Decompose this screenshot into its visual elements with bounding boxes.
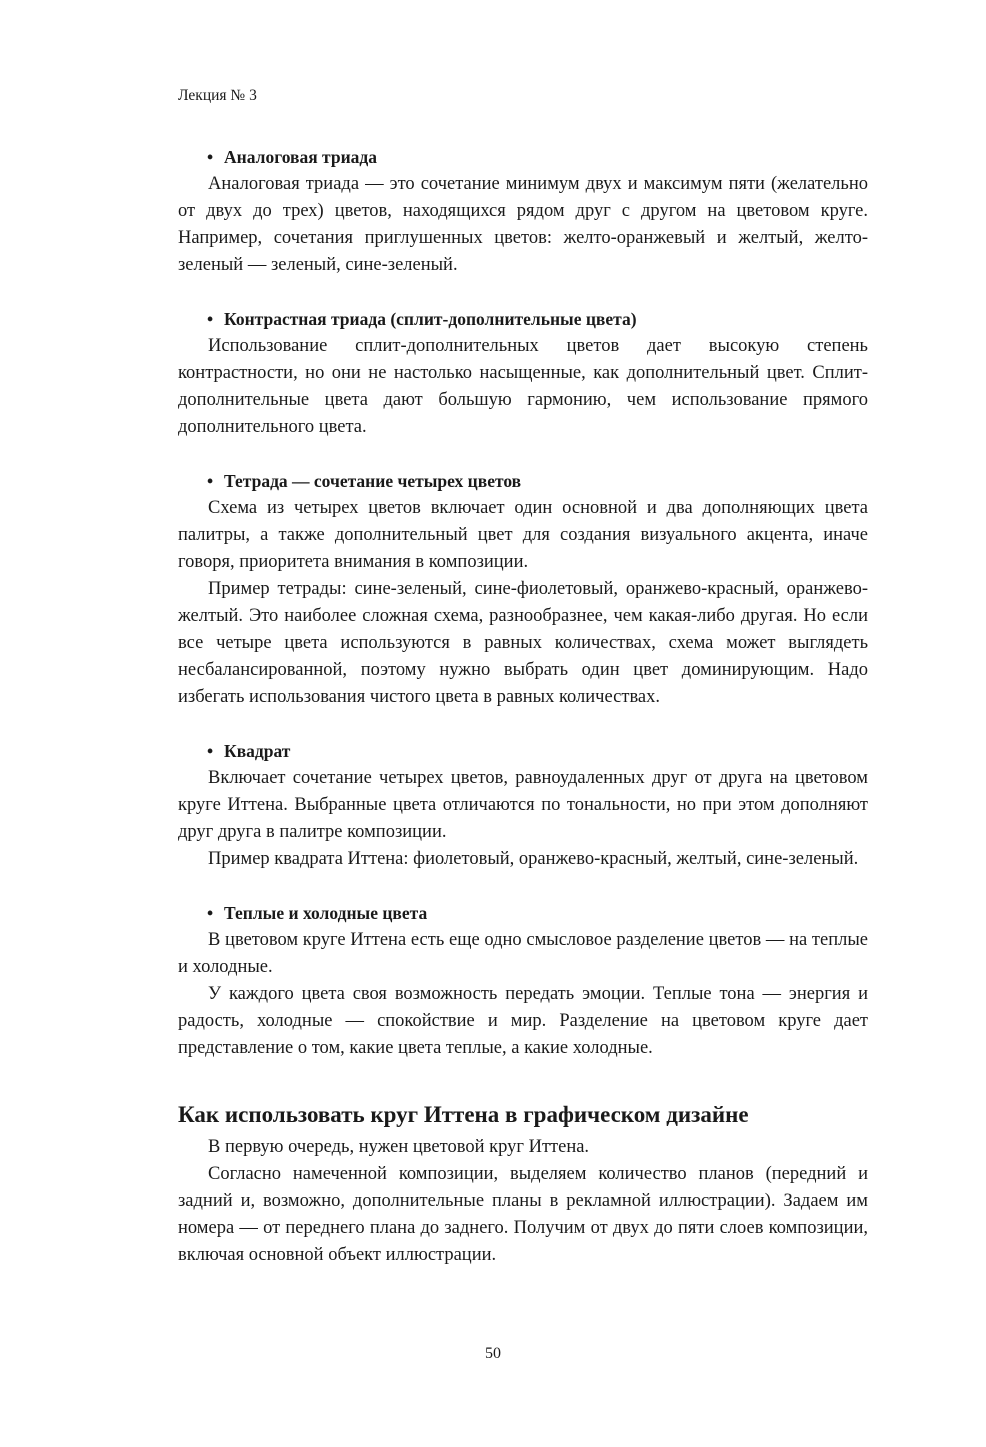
bullet-icon: • xyxy=(207,147,214,167)
section-title: • Тетрада — сочетание четырех цветов xyxy=(208,468,868,495)
section-title: • Теплые и холодные цвета xyxy=(208,900,868,927)
bullet-icon: • xyxy=(207,741,214,761)
page-number: 50 xyxy=(485,1345,501,1362)
chapter-heading: Как использовать круг Иттена в графическом дизайне xyxy=(178,1102,749,1127)
bullet-icon: • xyxy=(207,471,214,491)
paragraph: Включает сочетание четырех цветов, равноудаленных друг от друга на цветовом круге Иттена. Выбранные цвета отличаются по тональности, но при этом дополняют друг друга в палитре композиции. xyxy=(178,768,868,842)
bullet-icon: • xyxy=(207,309,214,329)
paragraph: В цветовом круге Иттена есть еще одно смысловое разделение цветов — на теплые и холодные. xyxy=(178,930,868,977)
section-title: • Квадрат xyxy=(208,738,868,765)
paragraph: Аналоговая триада — это сочетание минимум двух и максимум пяти (желательно от двух до трех) цветов, находящихся рядом друг с другом на цветовом круге. Например, сочетания приглушенных цветов: желто-оранжевый и желтый, желто-зеленый — зеленый, сине-зеленый. xyxy=(178,174,868,275)
paragraph: В первую очередь, нужен цветовой круг Иттена. xyxy=(208,1137,590,1157)
paragraph: У каждого цвета своя возможность передать эмоции. Теплые тона — энергия и радость, холодные — спокойствие и мир. Разделение на цветовом круге дает представление о том, какие цвета теплые, а какие холодные. xyxy=(178,984,868,1058)
section-title: • Аналоговая триада xyxy=(208,144,868,171)
paragraph: Согласно намеченной композиции, выделяем количество планов (передний и задний и, возможно, дополнительные планы в рекламной иллюстрации). Задаем им номера — от переднего плана до заднего. Получим от двух до пяти слоев композиции, включая основной объект иллюстрации. xyxy=(178,1164,868,1265)
section-analog-triad xyxy=(178,144,868,279)
paragraph: Использование сплит-дополнительных цветов дает высокую степень контрастности, но они не настолько насыщенные, как дополнительный цвет. Сплит-дополнительные цвета дают большую гармонию, чем использование прямого дополнительного цвета. xyxy=(178,336,868,437)
paragraph: Пример тетрады: сине-зеленый, сине-фиолетовый, оранжево-красный, оранжево-желтый. Это наиболее сложная схема, разнообразнее, чем какая-либо другая. Но если все четыре цвета используются в равных количествах, схема может выглядеть несбалансированной, поэтому нужно выбрать один цвет доминирующим. Надо избегать использования чистого цвета в равных количествах. xyxy=(178,579,868,707)
section-tetrad xyxy=(178,468,868,711)
paragraph: Пример квадрата Иттена: фиолетовый, оранжево-красный, желтый, сине-зеленый. xyxy=(208,849,859,869)
section-title: • Контрастная триада (сплит-дополнительные цвета) xyxy=(208,306,868,333)
running-head: Лекция № 3 xyxy=(178,87,257,104)
section-warm-cold xyxy=(178,900,868,1062)
page-content xyxy=(178,144,868,1269)
bullet-icon: • xyxy=(207,903,214,923)
paragraph: Схема из четырех цветов включает один основной и два дополняющих цвета палитры, а также дополнительный цвет для создания визуального акцента, иначе говоря, приоритета внимания в композиции. xyxy=(178,498,868,572)
section-contrast-triad xyxy=(178,306,868,441)
section-square xyxy=(178,738,868,873)
